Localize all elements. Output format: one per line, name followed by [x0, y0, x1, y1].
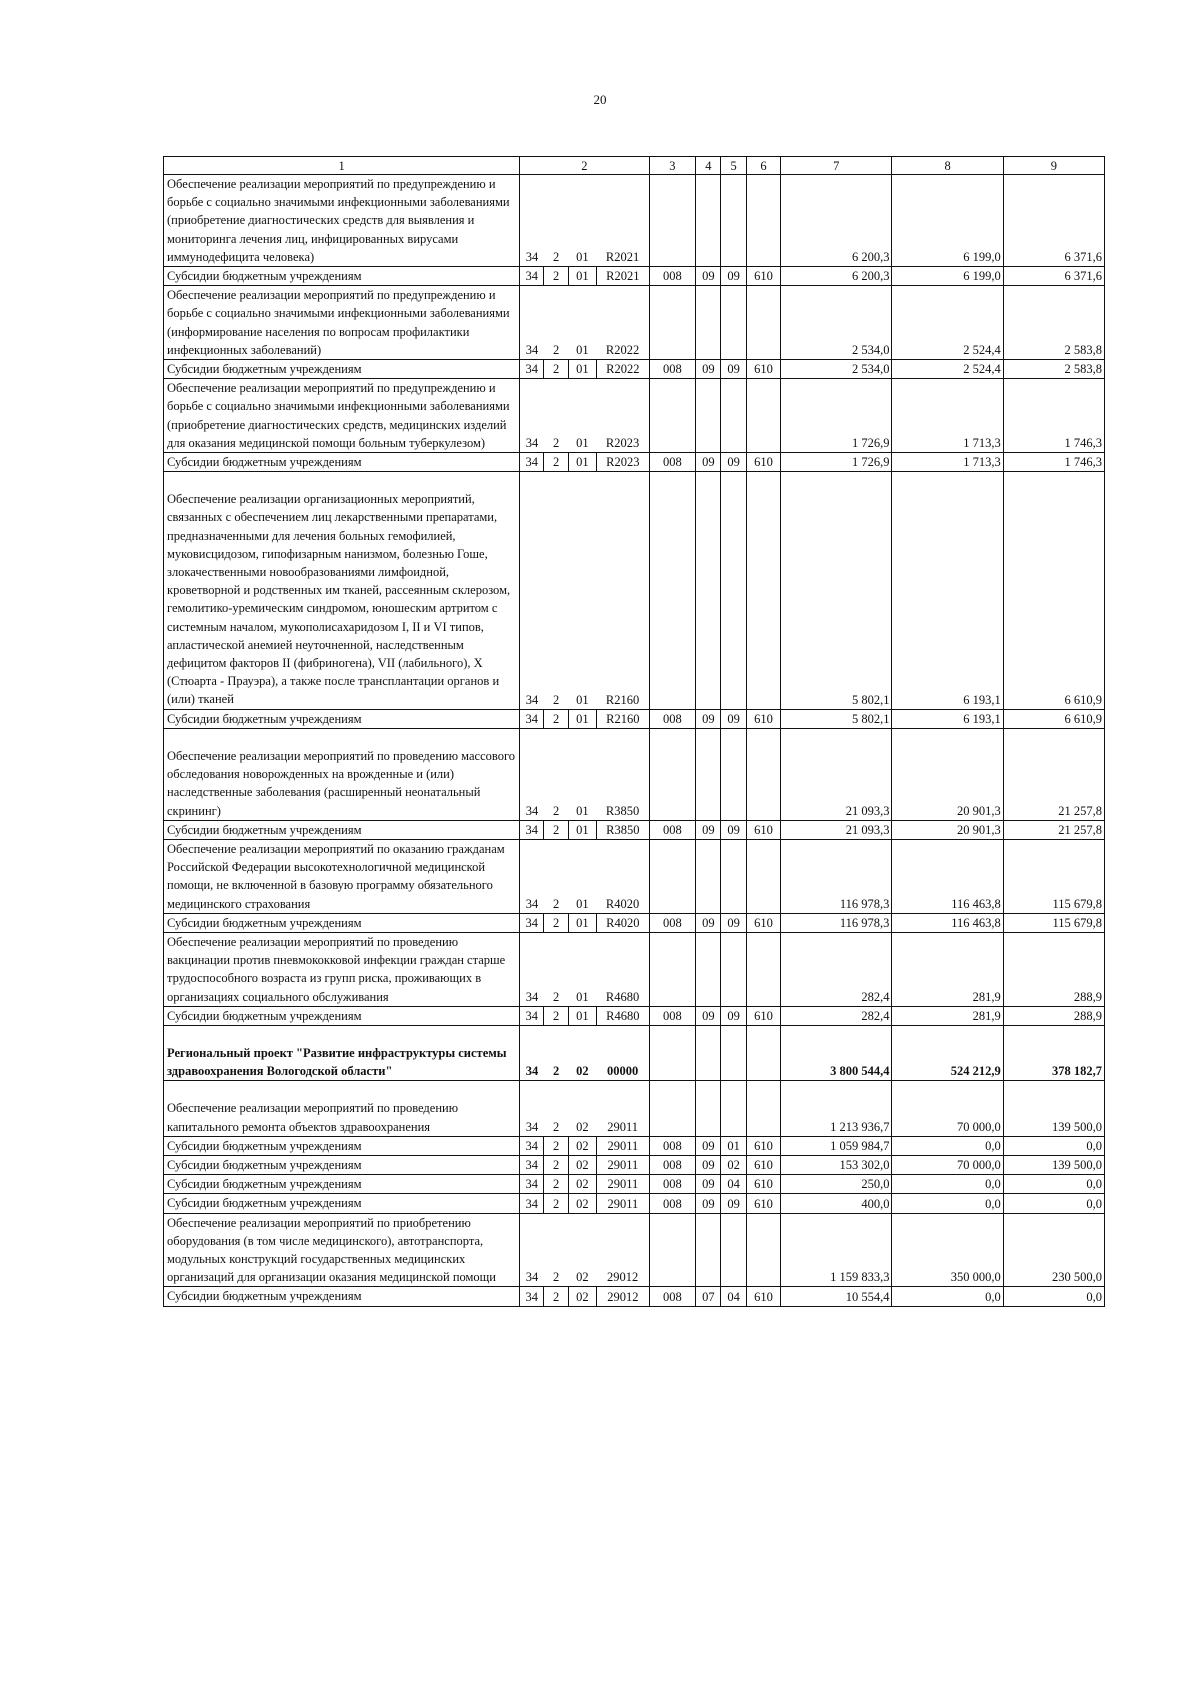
code-project: 01: [568, 839, 596, 913]
code-type: 2: [544, 175, 568, 267]
code-project: 01: [568, 932, 596, 1006]
code-program: 34: [520, 1175, 544, 1194]
code-expense-type: 610: [746, 1155, 780, 1174]
code-expense-type: [746, 472, 780, 709]
table-row-project: [164, 1025, 1105, 1080]
code-ministry: [649, 1025, 696, 1080]
code-direction: 29011: [597, 1155, 650, 1174]
row-name: Субсидии бюджетным учреждениям: [164, 1175, 520, 1194]
code-ministry: 008: [649, 1287, 696, 1306]
code-expense-type: [746, 1213, 780, 1287]
code-project: 01: [568, 1006, 596, 1025]
code-project: 02: [568, 1155, 596, 1174]
header-col-9: 9: [1003, 157, 1104, 175]
header-col-3: 3: [649, 157, 696, 175]
amount-col-8: 281,9: [892, 932, 1003, 1006]
amount-col-8: 2 524,4: [892, 286, 1003, 360]
code-ministry: 008: [649, 453, 696, 472]
code-program: 34: [520, 379, 544, 453]
code-project: 02: [568, 1213, 596, 1287]
row-name: Субсидии бюджетным учреждениям: [164, 453, 520, 472]
code-expense-type: 610: [746, 1136, 780, 1155]
amount-col-9: 230 500,0: [1003, 1213, 1104, 1287]
amount-col-7: 250,0: [781, 1175, 892, 1194]
code-subsection: 09: [721, 820, 746, 839]
code-direction: R2023: [597, 379, 650, 453]
amount-col-8: 2 524,4: [892, 360, 1003, 379]
amount-col-7: 21 093,3: [781, 820, 892, 839]
amount-col-9: 6 610,9: [1003, 709, 1104, 728]
code-project: 01: [568, 453, 596, 472]
row-name: Обеспечение реализации мероприятий по проведению капитального ремонта объектов здравоохранения: [164, 1081, 520, 1136]
table-row-activity: [164, 286, 1105, 360]
amount-col-7: 6 200,3: [781, 267, 892, 286]
code-section: [696, 379, 721, 453]
code-subsection: [721, 472, 746, 709]
code-section: [696, 1213, 721, 1287]
code-type: 2: [544, 709, 568, 728]
code-section: [696, 839, 721, 913]
code-program: 34: [520, 453, 544, 472]
code-subsection: 09: [721, 1006, 746, 1025]
code-type: 2: [544, 913, 568, 932]
code-expense-type: [746, 932, 780, 1006]
amount-col-7: 5 802,1: [781, 709, 892, 728]
code-expense-type: 610: [746, 913, 780, 932]
code-expense-type: 610: [746, 1287, 780, 1306]
amount-col-7: 1 726,9: [781, 453, 892, 472]
amount-col-9: 288,9: [1003, 1006, 1104, 1025]
header-col-7: 7: [781, 157, 892, 175]
amount-col-9: 0,0: [1003, 1194, 1104, 1213]
code-type: 2: [544, 472, 568, 709]
code-project: 02: [568, 1136, 596, 1155]
code-type: 2: [544, 1287, 568, 1306]
code-project: 01: [568, 728, 596, 820]
code-program: 34: [520, 839, 544, 913]
code-direction: R4020: [597, 839, 650, 913]
table-row-activity: [164, 379, 1105, 453]
table-row-subsidy: [164, 913, 1105, 932]
code-expense-type: 610: [746, 1006, 780, 1025]
code-subsection: 04: [721, 1175, 746, 1194]
amount-col-7: 1 726,9: [781, 379, 892, 453]
page-number: 20: [593, 92, 607, 107]
code-ministry: [649, 379, 696, 453]
code-section: [696, 1025, 721, 1080]
amount-col-7: 6 200,3: [781, 175, 892, 267]
code-type: 2: [544, 360, 568, 379]
row-name: Обеспечение реализации мероприятий по предупреждению и борьбе с социально значимыми инфекционными заболеваниями (приобретение диагностических средств для выявления и мониторинга лечения лиц, инфицированных вирусами иммунодефицита человека): [164, 175, 520, 267]
row-name: Обеспечение реализации организационных мероприятий, связанных с обеспечением лиц лекарственными препаратами, предназначенными для лечения больных гемофилией, муковисцидозом, гипофизарным нанизмом, болезнью Гоше, злокачественными новообразованиями лимфоидной, кроветворной и родственных им тканей, рассеянным склерозом, гемолитико-уремическим синдромом, юношеским артритом с системным началом, мукополисахаридозом I, II и VI типов, апластической анемией неуточненной, наследственным дефицитом факторов II (фибриногена), VII (лабильного), X (Стюарта - Прауэра), а также после трансплантации органов и (или) тканей: [164, 472, 520, 709]
code-expense-type: [746, 175, 780, 267]
amount-col-7: 3 800 544,4: [781, 1025, 892, 1080]
row-name: Субсидии бюджетным учреждениям: [164, 360, 520, 379]
code-project: 01: [568, 175, 596, 267]
code-ministry: 008: [649, 360, 696, 379]
code-direction: R4020: [597, 913, 650, 932]
code-ministry: [649, 839, 696, 913]
code-project: 01: [568, 472, 596, 709]
code-section: 09: [696, 267, 721, 286]
table-row-activity: [164, 839, 1105, 913]
table-row-subsidy: [164, 1006, 1105, 1025]
code-project: 01: [568, 709, 596, 728]
code-direction: R2022: [597, 360, 650, 379]
code-expense-type: [746, 379, 780, 453]
code-project: 02: [568, 1175, 596, 1194]
amount-col-8: 70 000,0: [892, 1155, 1003, 1174]
code-type: 2: [544, 1194, 568, 1213]
amount-col-7: 282,4: [781, 932, 892, 1006]
code-section: [696, 932, 721, 1006]
amount-col-8: 281,9: [892, 1006, 1003, 1025]
amount-col-9: 2 583,8: [1003, 360, 1104, 379]
code-ministry: [649, 932, 696, 1006]
amount-col-9: 6 371,6: [1003, 267, 1104, 286]
code-ministry: [649, 472, 696, 709]
code-section: 09: [696, 1175, 721, 1194]
code-subsection: [721, 728, 746, 820]
table-row-subsidy: [164, 1155, 1105, 1174]
code-project: 02: [568, 1025, 596, 1080]
code-section: [696, 728, 721, 820]
amount-col-7: 116 978,3: [781, 913, 892, 932]
code-direction: 29011: [597, 1136, 650, 1155]
code-section: [696, 472, 721, 709]
code-program: 34: [520, 1194, 544, 1213]
code-subsection: [721, 286, 746, 360]
code-type: 2: [544, 286, 568, 360]
code-program: 34: [520, 913, 544, 932]
row-name: Субсидии бюджетным учреждениям: [164, 913, 520, 932]
row-name: Обеспечение реализации мероприятий по предупреждению и борьбе с социально значимыми инфекционными заболеваниями (приобретение диагностических средств, медицинских изделий для оказания медицинской помощи больным туберкулезом): [164, 379, 520, 453]
code-type: 2: [544, 1081, 568, 1136]
code-section: 09: [696, 820, 721, 839]
code-subsection: 02: [721, 1155, 746, 1174]
table-row-subsidy: [164, 1175, 1105, 1194]
row-name: Обеспечение реализации мероприятий по предупреждению и борьбе с социально значимыми инфекционными заболеваниями (информирование населения по вопросам профилактики инфекционных заболеваний): [164, 286, 520, 360]
code-program: 34: [520, 1213, 544, 1287]
header-col-2: 2: [520, 157, 650, 175]
amount-col-9: 378 182,7: [1003, 1025, 1104, 1080]
code-project: 02: [568, 1194, 596, 1213]
amount-col-8: 0,0: [892, 1175, 1003, 1194]
amount-col-7: 282,4: [781, 1006, 892, 1025]
table-body: [164, 175, 1105, 1307]
code-section: 09: [696, 1155, 721, 1174]
amount-col-9: 115 679,8: [1003, 913, 1104, 932]
code-direction: R2021: [597, 175, 650, 267]
code-ministry: [649, 175, 696, 267]
row-name: Субсидии бюджетным учреждениям: [164, 1136, 520, 1155]
code-type: 2: [544, 1175, 568, 1194]
amount-col-8: 350 000,0: [892, 1213, 1003, 1287]
code-direction: 29011: [597, 1175, 650, 1194]
table-row-subsidy: [164, 1287, 1105, 1306]
code-subsection: [721, 379, 746, 453]
row-name: Субсидии бюджетным учреждениям: [164, 1155, 520, 1174]
code-project: 01: [568, 913, 596, 932]
code-program: 34: [520, 360, 544, 379]
table-row-activity: [164, 932, 1105, 1006]
code-direction: R2022: [597, 286, 650, 360]
code-type: 2: [544, 820, 568, 839]
code-ministry: [649, 728, 696, 820]
table-row-activity: [164, 1081, 1105, 1136]
amount-col-7: 10 554,4: [781, 1287, 892, 1306]
code-project: 01: [568, 360, 596, 379]
code-type: 2: [544, 1006, 568, 1025]
code-subsection: 04: [721, 1287, 746, 1306]
code-program: 34: [520, 932, 544, 1006]
code-section: 09: [696, 1136, 721, 1155]
code-section: [696, 175, 721, 267]
code-direction: 29012: [597, 1213, 650, 1287]
amount-col-7: 1 159 833,3: [781, 1213, 892, 1287]
code-program: 34: [520, 1081, 544, 1136]
code-direction: R3850: [597, 728, 650, 820]
code-expense-type: [746, 839, 780, 913]
code-subsection: 09: [721, 913, 746, 932]
amount-col-8: 70 000,0: [892, 1081, 1003, 1136]
amount-col-9: 139 500,0: [1003, 1155, 1104, 1174]
code-direction: R2160: [597, 709, 650, 728]
table-row-subsidy: [164, 1136, 1105, 1155]
code-direction: R2021: [597, 267, 650, 286]
code-program: 34: [520, 472, 544, 709]
code-program: 34: [520, 1155, 544, 1174]
code-subsection: [721, 1213, 746, 1287]
code-section: 09: [696, 1006, 721, 1025]
amount-col-7: 2 534,0: [781, 360, 892, 379]
code-subsection: 09: [721, 709, 746, 728]
amount-col-8: 6 193,1: [892, 472, 1003, 709]
amount-col-9: 0,0: [1003, 1175, 1104, 1194]
amount-col-9: 0,0: [1003, 1136, 1104, 1155]
amount-col-8: 0,0: [892, 1287, 1003, 1306]
code-ministry: 008: [649, 1006, 696, 1025]
budget-table: [163, 156, 1105, 1307]
code-expense-type: 610: [746, 267, 780, 286]
code-type: 2: [544, 379, 568, 453]
code-ministry: 008: [649, 709, 696, 728]
amount-col-9: 6 610,9: [1003, 472, 1104, 709]
code-section: 09: [696, 1194, 721, 1213]
amount-col-8: 6 199,0: [892, 267, 1003, 286]
code-expense-type: [746, 286, 780, 360]
amount-col-9: 21 257,8: [1003, 820, 1104, 839]
amount-col-7: 1 059 984,7: [781, 1136, 892, 1155]
row-name: Субсидии бюджетным учреждениям: [164, 267, 520, 286]
code-section: 07: [696, 1287, 721, 1306]
code-direction: 29011: [597, 1194, 650, 1213]
code-subsection: [721, 839, 746, 913]
code-program: 34: [520, 1136, 544, 1155]
code-ministry: 008: [649, 820, 696, 839]
amount-col-9: 21 257,8: [1003, 728, 1104, 820]
code-ministry: 008: [649, 1194, 696, 1213]
code-subsection: 09: [721, 360, 746, 379]
table-row-activity: [164, 1213, 1105, 1287]
code-ministry: 008: [649, 1155, 696, 1174]
code-expense-type: 610: [746, 820, 780, 839]
table-row-activity: [164, 175, 1105, 267]
amount-col-8: 524 212,9: [892, 1025, 1003, 1080]
amount-col-7: 400,0: [781, 1194, 892, 1213]
amount-col-9: 139 500,0: [1003, 1081, 1104, 1136]
row-name: Субсидии бюджетным учреждениям: [164, 1006, 520, 1025]
amount-col-9: 6 371,6: [1003, 175, 1104, 267]
code-direction: R4680: [597, 1006, 650, 1025]
code-type: 2: [544, 267, 568, 286]
code-section: 09: [696, 709, 721, 728]
code-section: [696, 286, 721, 360]
code-subsection: [721, 932, 746, 1006]
code-ministry: 008: [649, 1136, 696, 1155]
code-section: 09: [696, 360, 721, 379]
code-subsection: [721, 1025, 746, 1080]
amount-col-8: 0,0: [892, 1136, 1003, 1155]
code-program: 34: [520, 267, 544, 286]
code-direction: R4680: [597, 932, 650, 1006]
code-type: 2: [544, 1213, 568, 1287]
code-subsection: 09: [721, 267, 746, 286]
code-direction: 29012: [597, 1287, 650, 1306]
code-expense-type: [746, 728, 780, 820]
code-expense-type: 610: [746, 360, 780, 379]
code-project: 01: [568, 820, 596, 839]
code-type: 2: [544, 1155, 568, 1174]
code-direction: 29011: [597, 1081, 650, 1136]
code-direction: R2160: [597, 472, 650, 709]
header-col-6: 6: [746, 157, 780, 175]
row-name: Субсидии бюджетным учреждениям: [164, 1194, 520, 1213]
row-name: Субсидии бюджетным учреждениям: [164, 709, 520, 728]
amount-col-9: 1 746,3: [1003, 453, 1104, 472]
amount-col-8: 6 199,0: [892, 175, 1003, 267]
header-row: [164, 157, 1105, 175]
header-col-8: 8: [892, 157, 1003, 175]
code-subsection: 09: [721, 1194, 746, 1213]
table-row-activity: [164, 728, 1105, 820]
code-program: 34: [520, 709, 544, 728]
amount-col-9: 115 679,8: [1003, 839, 1104, 913]
code-direction: R2023: [597, 453, 650, 472]
code-type: 2: [544, 932, 568, 1006]
code-program: 34: [520, 820, 544, 839]
code-type: 2: [544, 1025, 568, 1080]
code-section: [696, 1081, 721, 1136]
code-type: 2: [544, 839, 568, 913]
amount-col-7: 2 534,0: [781, 286, 892, 360]
code-type: 2: [544, 453, 568, 472]
code-expense-type: [746, 1081, 780, 1136]
amount-col-7: 5 802,1: [781, 472, 892, 709]
code-expense-type: 610: [746, 1194, 780, 1213]
amount-col-8: 0,0: [892, 1194, 1003, 1213]
code-project: 02: [568, 1287, 596, 1306]
code-program: 34: [520, 728, 544, 820]
table-row-subsidy: [164, 820, 1105, 839]
header-col-5: 5: [721, 157, 746, 175]
code-ministry: 008: [649, 267, 696, 286]
code-project: 01: [568, 267, 596, 286]
code-program: 34: [520, 1006, 544, 1025]
header-col-1: 1: [164, 157, 520, 175]
amount-col-8: 6 193,1: [892, 709, 1003, 728]
code-ministry: [649, 1081, 696, 1136]
code-ministry: [649, 1213, 696, 1287]
code-subsection: 09: [721, 453, 746, 472]
code-project: 01: [568, 286, 596, 360]
table-row-subsidy: [164, 1194, 1105, 1213]
amount-col-9: 288,9: [1003, 932, 1104, 1006]
amount-col-8: 116 463,8: [892, 913, 1003, 932]
row-name: Субсидии бюджетным учреждениям: [164, 820, 520, 839]
amount-col-7: 153 302,0: [781, 1155, 892, 1174]
row-name: Обеспечение реализации мероприятий по проведению массового обследования новорожденных на врожденные и (или) наследственные заболевания (расширенный неонатальный скрининг): [164, 728, 520, 820]
code-expense-type: [746, 1025, 780, 1080]
table-row-subsidy: [164, 709, 1105, 728]
row-name: Обеспечение реализации мероприятий по проведению вакцинации против пневмококковой инфекции граждан старше трудоспособного возраста из групп риска, проживающих в организациях социального обслуживания: [164, 932, 520, 1006]
amount-col-8: 1 713,3: [892, 453, 1003, 472]
amount-col-9: 2 583,8: [1003, 286, 1104, 360]
code-expense-type: 610: [746, 709, 780, 728]
code-expense-type: 610: [746, 1175, 780, 1194]
row-name: Региональный проект "Развитие инфраструктуры системы здравоохранения Вологодской области": [164, 1025, 520, 1080]
code-section: 09: [696, 453, 721, 472]
code-program: 34: [520, 1025, 544, 1080]
table-row-subsidy: [164, 267, 1105, 286]
code-program: 34: [520, 175, 544, 267]
row-name: Обеспечение реализации мероприятий по приобретению оборудования (в том числе медицинского), автотранспорта, модульных конструкций государственных медицинских организаций для организации оказания медицинской помощи: [164, 1213, 520, 1287]
header-col-4: 4: [696, 157, 721, 175]
amount-col-8: 20 901,3: [892, 728, 1003, 820]
amount-col-7: 21 093,3: [781, 728, 892, 820]
code-ministry: 008: [649, 1175, 696, 1194]
amount-col-8: 20 901,3: [892, 820, 1003, 839]
amount-col-7: 116 978,3: [781, 839, 892, 913]
code-project: 01: [568, 379, 596, 453]
code-program: 34: [520, 286, 544, 360]
table-row-subsidy: [164, 360, 1105, 379]
amount-col-8: 1 713,3: [892, 379, 1003, 453]
code-project: 02: [568, 1081, 596, 1136]
code-subsection: [721, 175, 746, 267]
code-ministry: [649, 286, 696, 360]
code-subsection: [721, 1081, 746, 1136]
code-type: 2: [544, 728, 568, 820]
code-ministry: 008: [649, 913, 696, 932]
code-type: 2: [544, 1136, 568, 1155]
code-program: 34: [520, 1287, 544, 1306]
amount-col-7: 1 213 936,7: [781, 1081, 892, 1136]
code-subsection: 01: [721, 1136, 746, 1155]
table-row-subsidy: [164, 453, 1105, 472]
code-expense-type: 610: [746, 453, 780, 472]
amount-col-9: 0,0: [1003, 1287, 1104, 1306]
code-section: 09: [696, 913, 721, 932]
amount-col-8: 116 463,8: [892, 839, 1003, 913]
row-name: Обеспечение реализации мероприятий по оказанию гражданам Российской Федерации высокотехнологичной медицинской помощи, не включенной в базовую программу обязательного медицинского страхования: [164, 839, 520, 913]
code-direction: R3850: [597, 820, 650, 839]
table-row-activity: [164, 472, 1105, 709]
code-direction: 00000: [597, 1025, 650, 1080]
row-name: Субсидии бюджетным учреждениям: [164, 1287, 520, 1306]
amount-col-9: 1 746,3: [1003, 379, 1104, 453]
